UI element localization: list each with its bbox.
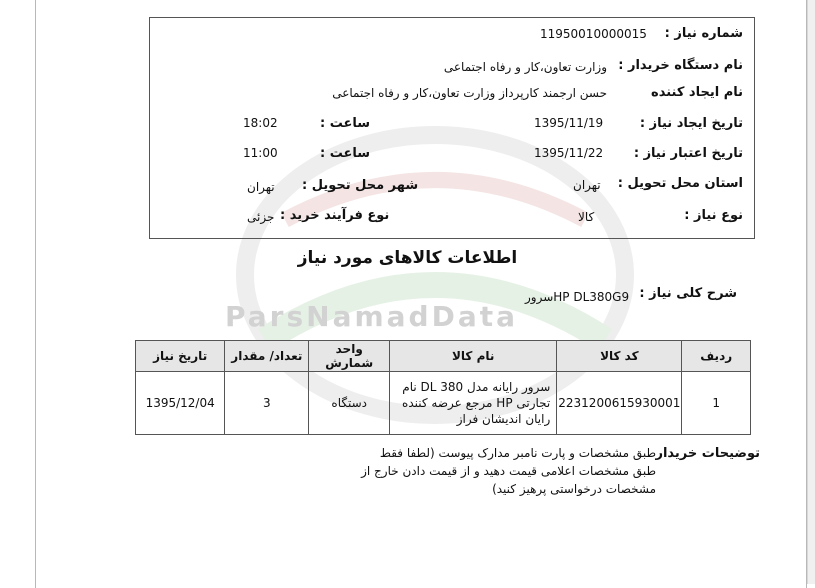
create-date-value: 1395/11/19	[534, 116, 604, 130]
col-header-unit: واحد شمارش	[309, 341, 390, 372]
need-type-value: کالا	[578, 210, 595, 224]
need-type-label: نوع نیاز :	[684, 208, 743, 223]
section-title: اطلاعات کالاهای مورد نیاز	[297, 248, 518, 268]
col-header-qty: تعداد/ مقدار	[225, 341, 309, 372]
cell-date: 1395/12/04	[136, 372, 225, 435]
city-value: تهران	[247, 180, 275, 194]
scrollbar[interactable]	[807, 0, 815, 584]
cell-index: 1	[682, 372, 751, 435]
watermark-text: ParsNamadData	[225, 300, 518, 333]
buyer-notes-value: طبق مشخصات و پارت نامبر مدارک پیوست (لطفا فقط طبق مشخصات اعلامی قیمت دهید و از قیمت دادن خارج از مشخصات درخواستی پرهیز کنید)	[361, 446, 656, 496]
cell-qty: 3	[225, 372, 309, 435]
valid-time-value: 11:00	[243, 146, 278, 160]
col-header-index: ردیف	[682, 341, 751, 372]
cell-name: سرور رایانه مدل DL 380 نام تجارتی HP مرجع عرضه کننده رایان اندیشان فراز	[390, 372, 557, 435]
city-label: شهر محل تحویل :	[302, 178, 419, 193]
province-label: استان محل تحویل :	[617, 176, 743, 191]
col-header-date: تاریخ نیاز	[136, 341, 225, 372]
create-date-label: تاریخ ایجاد نیاز :	[639, 116, 743, 131]
need-number-label: شماره نیاز :	[664, 26, 743, 41]
buyer-org-label: نام دستگاه خریدار :	[618, 58, 743, 73]
province-value: تهران	[573, 178, 601, 192]
process-value: جزئی	[247, 210, 275, 224]
valid-time-label: ساعت :	[320, 146, 371, 161]
general-desc-label: شرح کلی نیاز :	[639, 286, 737, 301]
table-row	[136, 372, 751, 435]
table-header-row	[136, 341, 751, 372]
buyer-org-value: وزارت تعاون،کار و رفاه اجتماعی	[443, 60, 607, 74]
items-table	[135, 340, 751, 435]
creator-value: حسن ارجمند کارپرداز وزارت تعاون،کار و رفاه اجتماعی	[332, 86, 607, 100]
creator-label: نام ایجاد کننده	[651, 85, 743, 100]
valid-date-label: تاریخ اعتبار نیاز :	[633, 146, 743, 161]
general-desc-value: سرورHP DL380G9	[525, 290, 630, 304]
cell-unit: دستگاه	[309, 372, 390, 435]
process-label: نوع فرآیند خرید :	[280, 208, 390, 223]
buyer-notes-label: توضیحات خریدار	[655, 446, 760, 461]
valid-date-value: 1395/11/22	[534, 146, 604, 160]
col-header-name: نام کالا	[390, 341, 557, 372]
cell-code: 2231200615930001	[557, 372, 682, 435]
create-time-value: 18:02	[243, 116, 278, 130]
create-time-label: ساعت :	[320, 116, 371, 131]
col-header-code: کد کالا	[557, 341, 682, 372]
need-number-value: 11950010000015	[540, 27, 647, 41]
